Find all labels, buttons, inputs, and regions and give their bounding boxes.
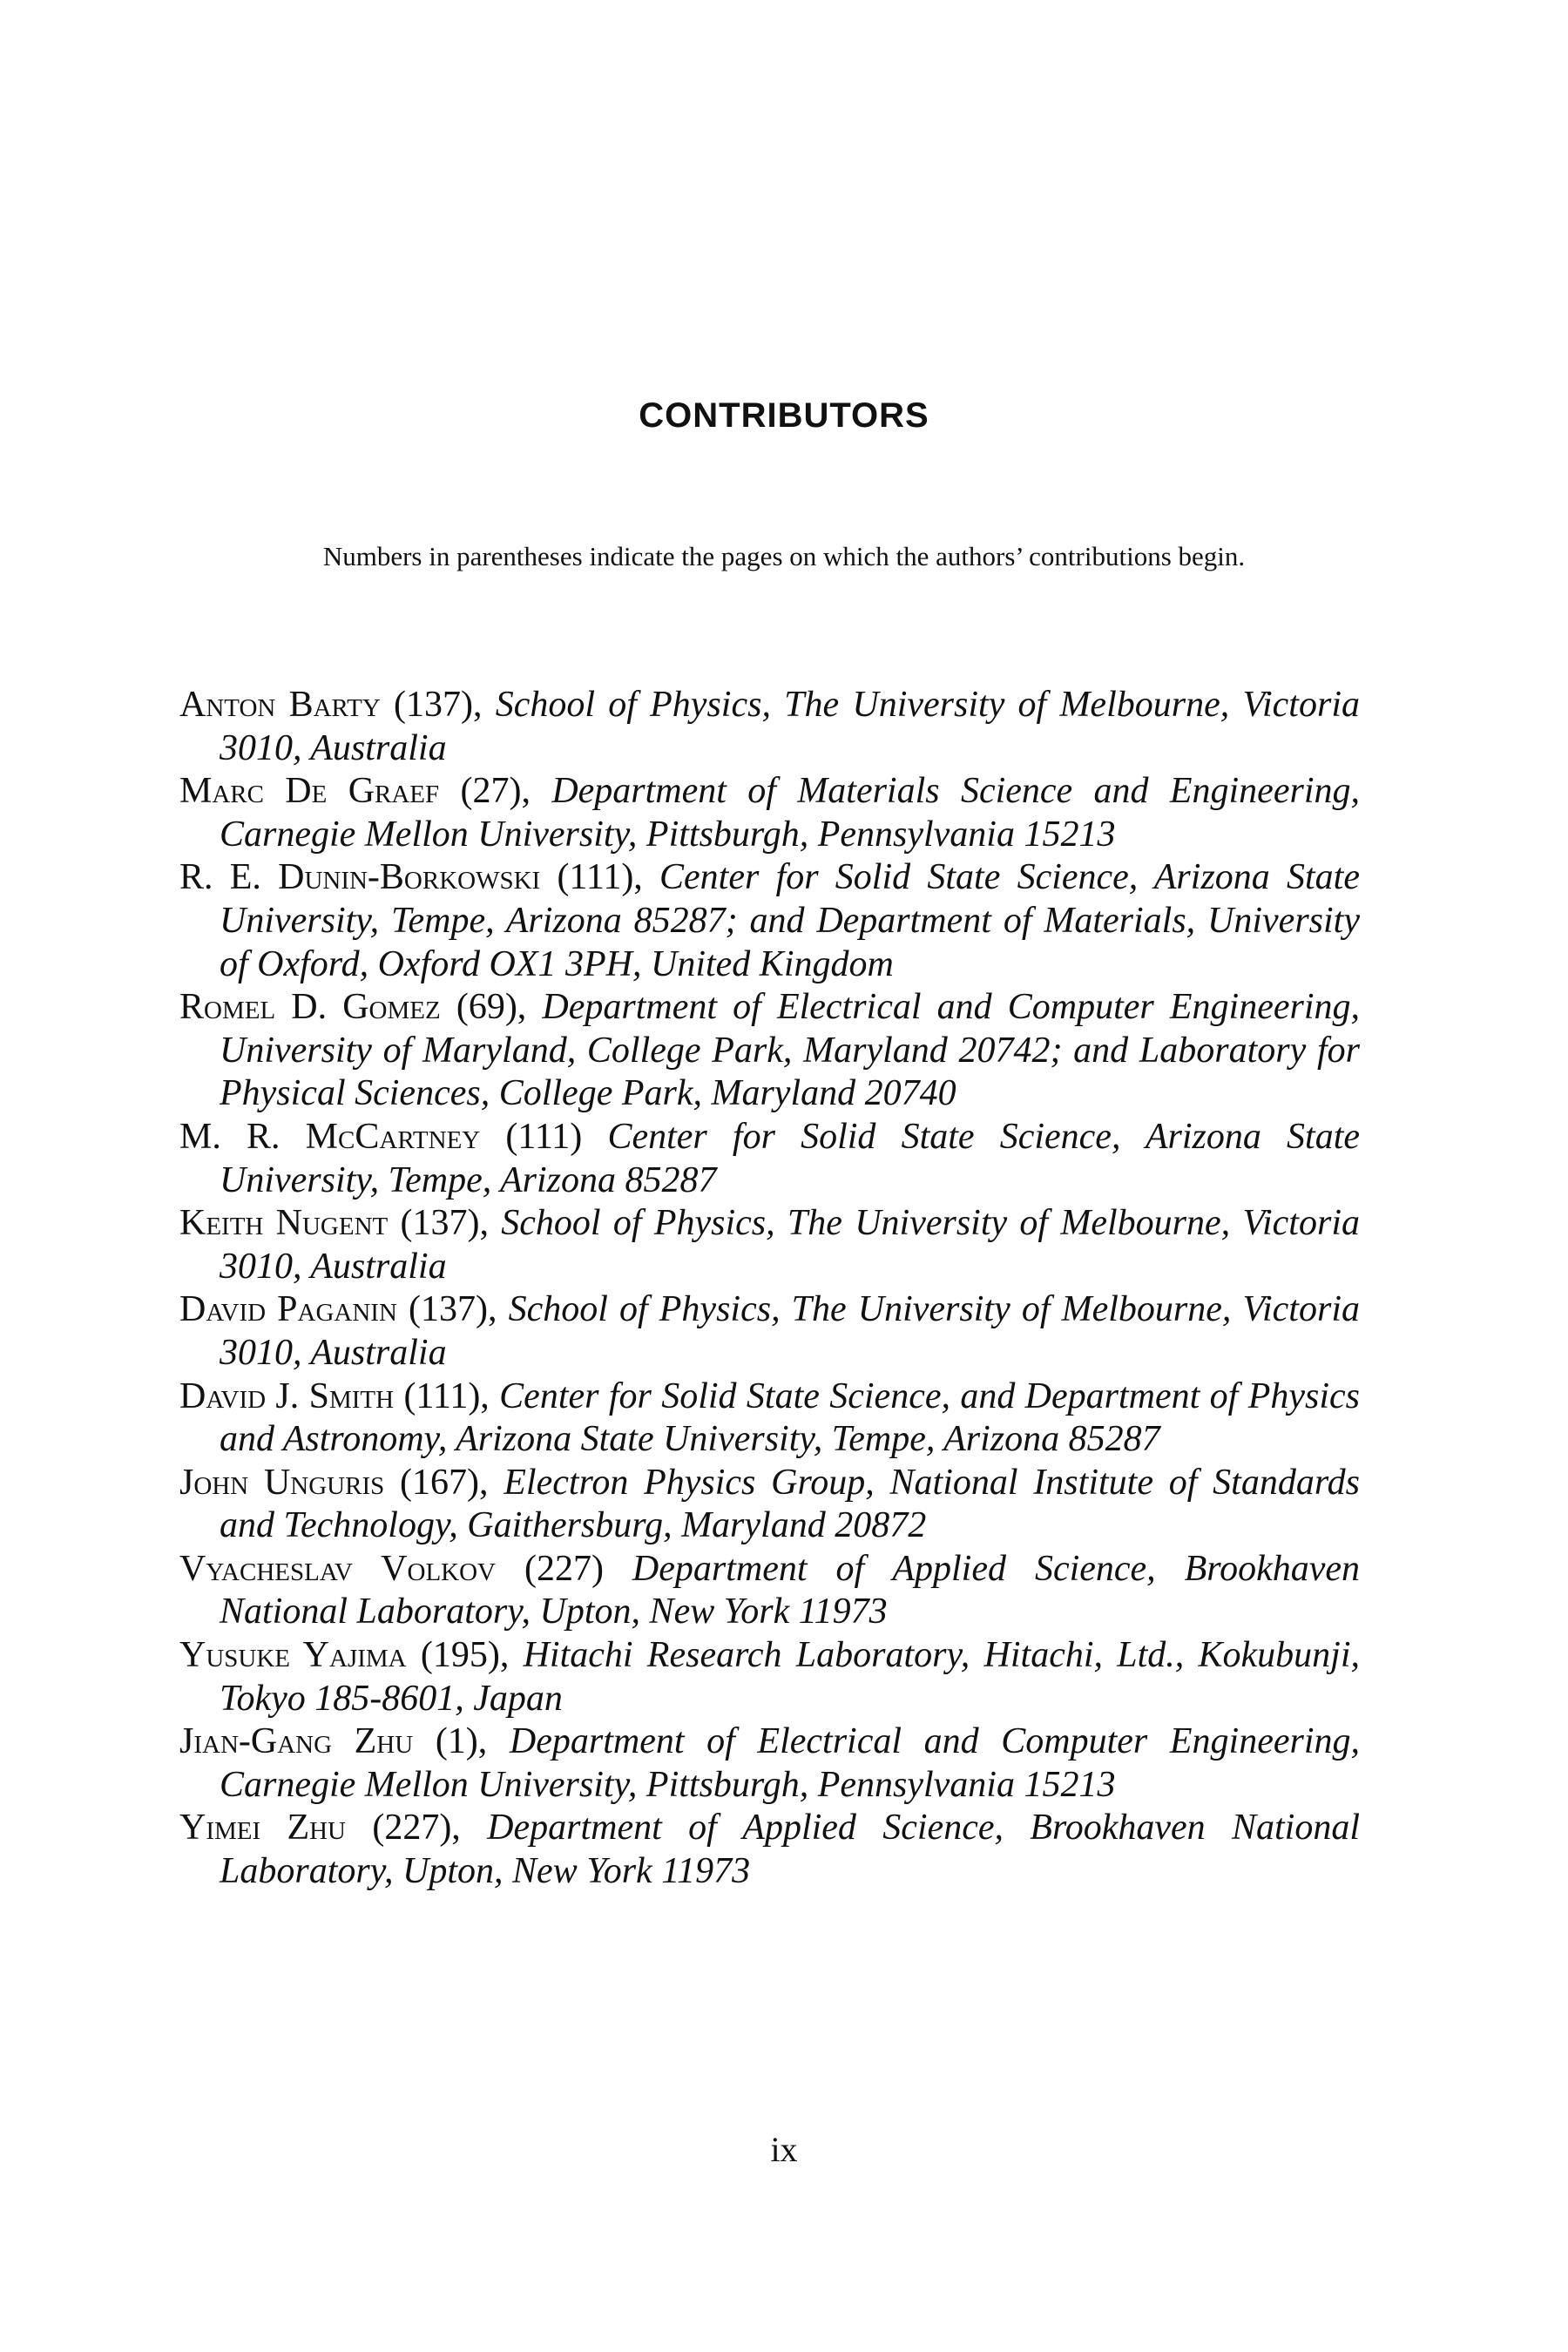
contributor-pages: (1), (413, 1721, 510, 1762)
page-title: CONTRIBUTORS (639, 395, 929, 435)
contributor-name: Yusuke Yajima (179, 1635, 407, 1676)
contributor-affiliation: Center for Solid State Science, Arizona State University, Tempe, Arizona 85287; and Department of Materials, University of Oxford, Oxford OX1 3PH, United Kingdom (220, 857, 1360, 984)
contributor-name: John Unguris (179, 1462, 385, 1503)
contributor-entry (179, 1548, 1360, 1634)
contributor-entry (179, 1634, 1360, 1720)
contributor-name: David J. Smith (179, 1375, 395, 1416)
contributor-pages: (111), (540, 857, 660, 898)
contributors-list (179, 684, 1360, 1894)
contributor-name: Keith Nugent (179, 1203, 389, 1244)
contributor-entry (179, 1202, 1360, 1288)
contributor-pages: (69), (440, 987, 543, 1028)
contributor-pages: (27), (439, 771, 552, 812)
contributor-name: Anton Barty (179, 685, 381, 725)
contributor-pages: (137), (396, 1289, 509, 1330)
contributor-name: Yimei Zhu (179, 1808, 347, 1848)
contributor-entry (179, 1462, 1360, 1548)
contributor-name: M. R. McCartney (179, 1116, 481, 1157)
contributor-entry (179, 1807, 1360, 1893)
contributor-entry (179, 986, 1360, 1116)
intro-note: Numbers in parentheses indicate the pages on which the authors’ contributions begin. (322, 541, 1246, 571)
contributor-affiliation: Hitachi Research Laboratory, Hitachi, Ltd., Kokubunji, Tokyo 185-8601, Japan (220, 1635, 1361, 1719)
contributor-name: David Paganin (179, 1289, 397, 1330)
contributor-entry (179, 684, 1360, 770)
contributor-affiliation: Department of Applied Science, Brookhaven National Laboratory, Upton, New York 11973 (220, 1808, 1361, 1892)
contributor-name: Vyacheslav Volkov (179, 1548, 497, 1589)
contributor-pages: (111), (394, 1375, 500, 1416)
contributor-pages: (227), (346, 1808, 488, 1848)
contributor-pages: (137), (388, 1203, 502, 1244)
contributor-affiliation: School of Physics, The University of Melbourne, Victoria 3010, Australia (220, 1203, 1360, 1287)
contributor-entry (179, 1288, 1360, 1375)
contributor-pages: (167), (384, 1462, 504, 1503)
contributor-name: Romel D. Gomez (179, 987, 441, 1028)
contributor-pages: (111) (480, 1116, 608, 1157)
contributor-entry (179, 856, 1360, 986)
contributor-pages: (227) (496, 1548, 632, 1589)
contributor-affiliation: School of Physics, The University of Melbourne, Victoria 3010, Australia (220, 685, 1360, 768)
contributor-entry (179, 1375, 1360, 1462)
contributor-affiliation: Center for Solid State Science, Arizona State University, Tempe, Arizona 85287 (220, 1116, 1361, 1200)
contributor-affiliation: School of Physics, The University of Melbourne, Victoria 3010, Australia (220, 1289, 1360, 1373)
contributor-pages: (137), (380, 685, 496, 725)
contributor-affiliation: Department of Materials Science and Engineering, Carnegie Mellon University, Pittsburgh, Pennsylvania 15213 (220, 771, 1360, 855)
contributor-entry (179, 1116, 1360, 1202)
contributor-name: Jian-Gang Zhu (179, 1721, 414, 1762)
contributor-affiliation: Center for Solid State Science, and Department of Physics and Astronomy, Arizona State University, Tempe, Arizona 85287 (220, 1375, 1360, 1460)
contributor-affiliation: Electron Physics Group, National Institute of Standards and Technology, Gaithersburg, Maryland 20872 (220, 1462, 1360, 1546)
contributor-entry (179, 1720, 1360, 1807)
contributor-affiliation: Department of Electrical and Computer Engineering, Carnegie Mellon University, Pittsburgh, Pennsylvania 15213 (220, 1721, 1360, 1805)
contributor-pages: (195), (406, 1635, 524, 1676)
contributor-name: R. E. Dunin-Borkowski (179, 857, 541, 898)
contributor-name: Marc De Graef (179, 771, 440, 812)
contributor-entry (179, 770, 1360, 856)
page-number: ix (770, 2130, 798, 2169)
contributor-affiliation: Department of Electrical and Computer Engineering, University of Maryland, College Park, Maryland 20742; and Laboratory for Physical Sciences, College Park, Maryland 20740 (220, 987, 1360, 1114)
contributor-affiliation: Department of Applied Science, Brookhaven National Laboratory, Upton, New York 11973 (220, 1548, 1360, 1632)
